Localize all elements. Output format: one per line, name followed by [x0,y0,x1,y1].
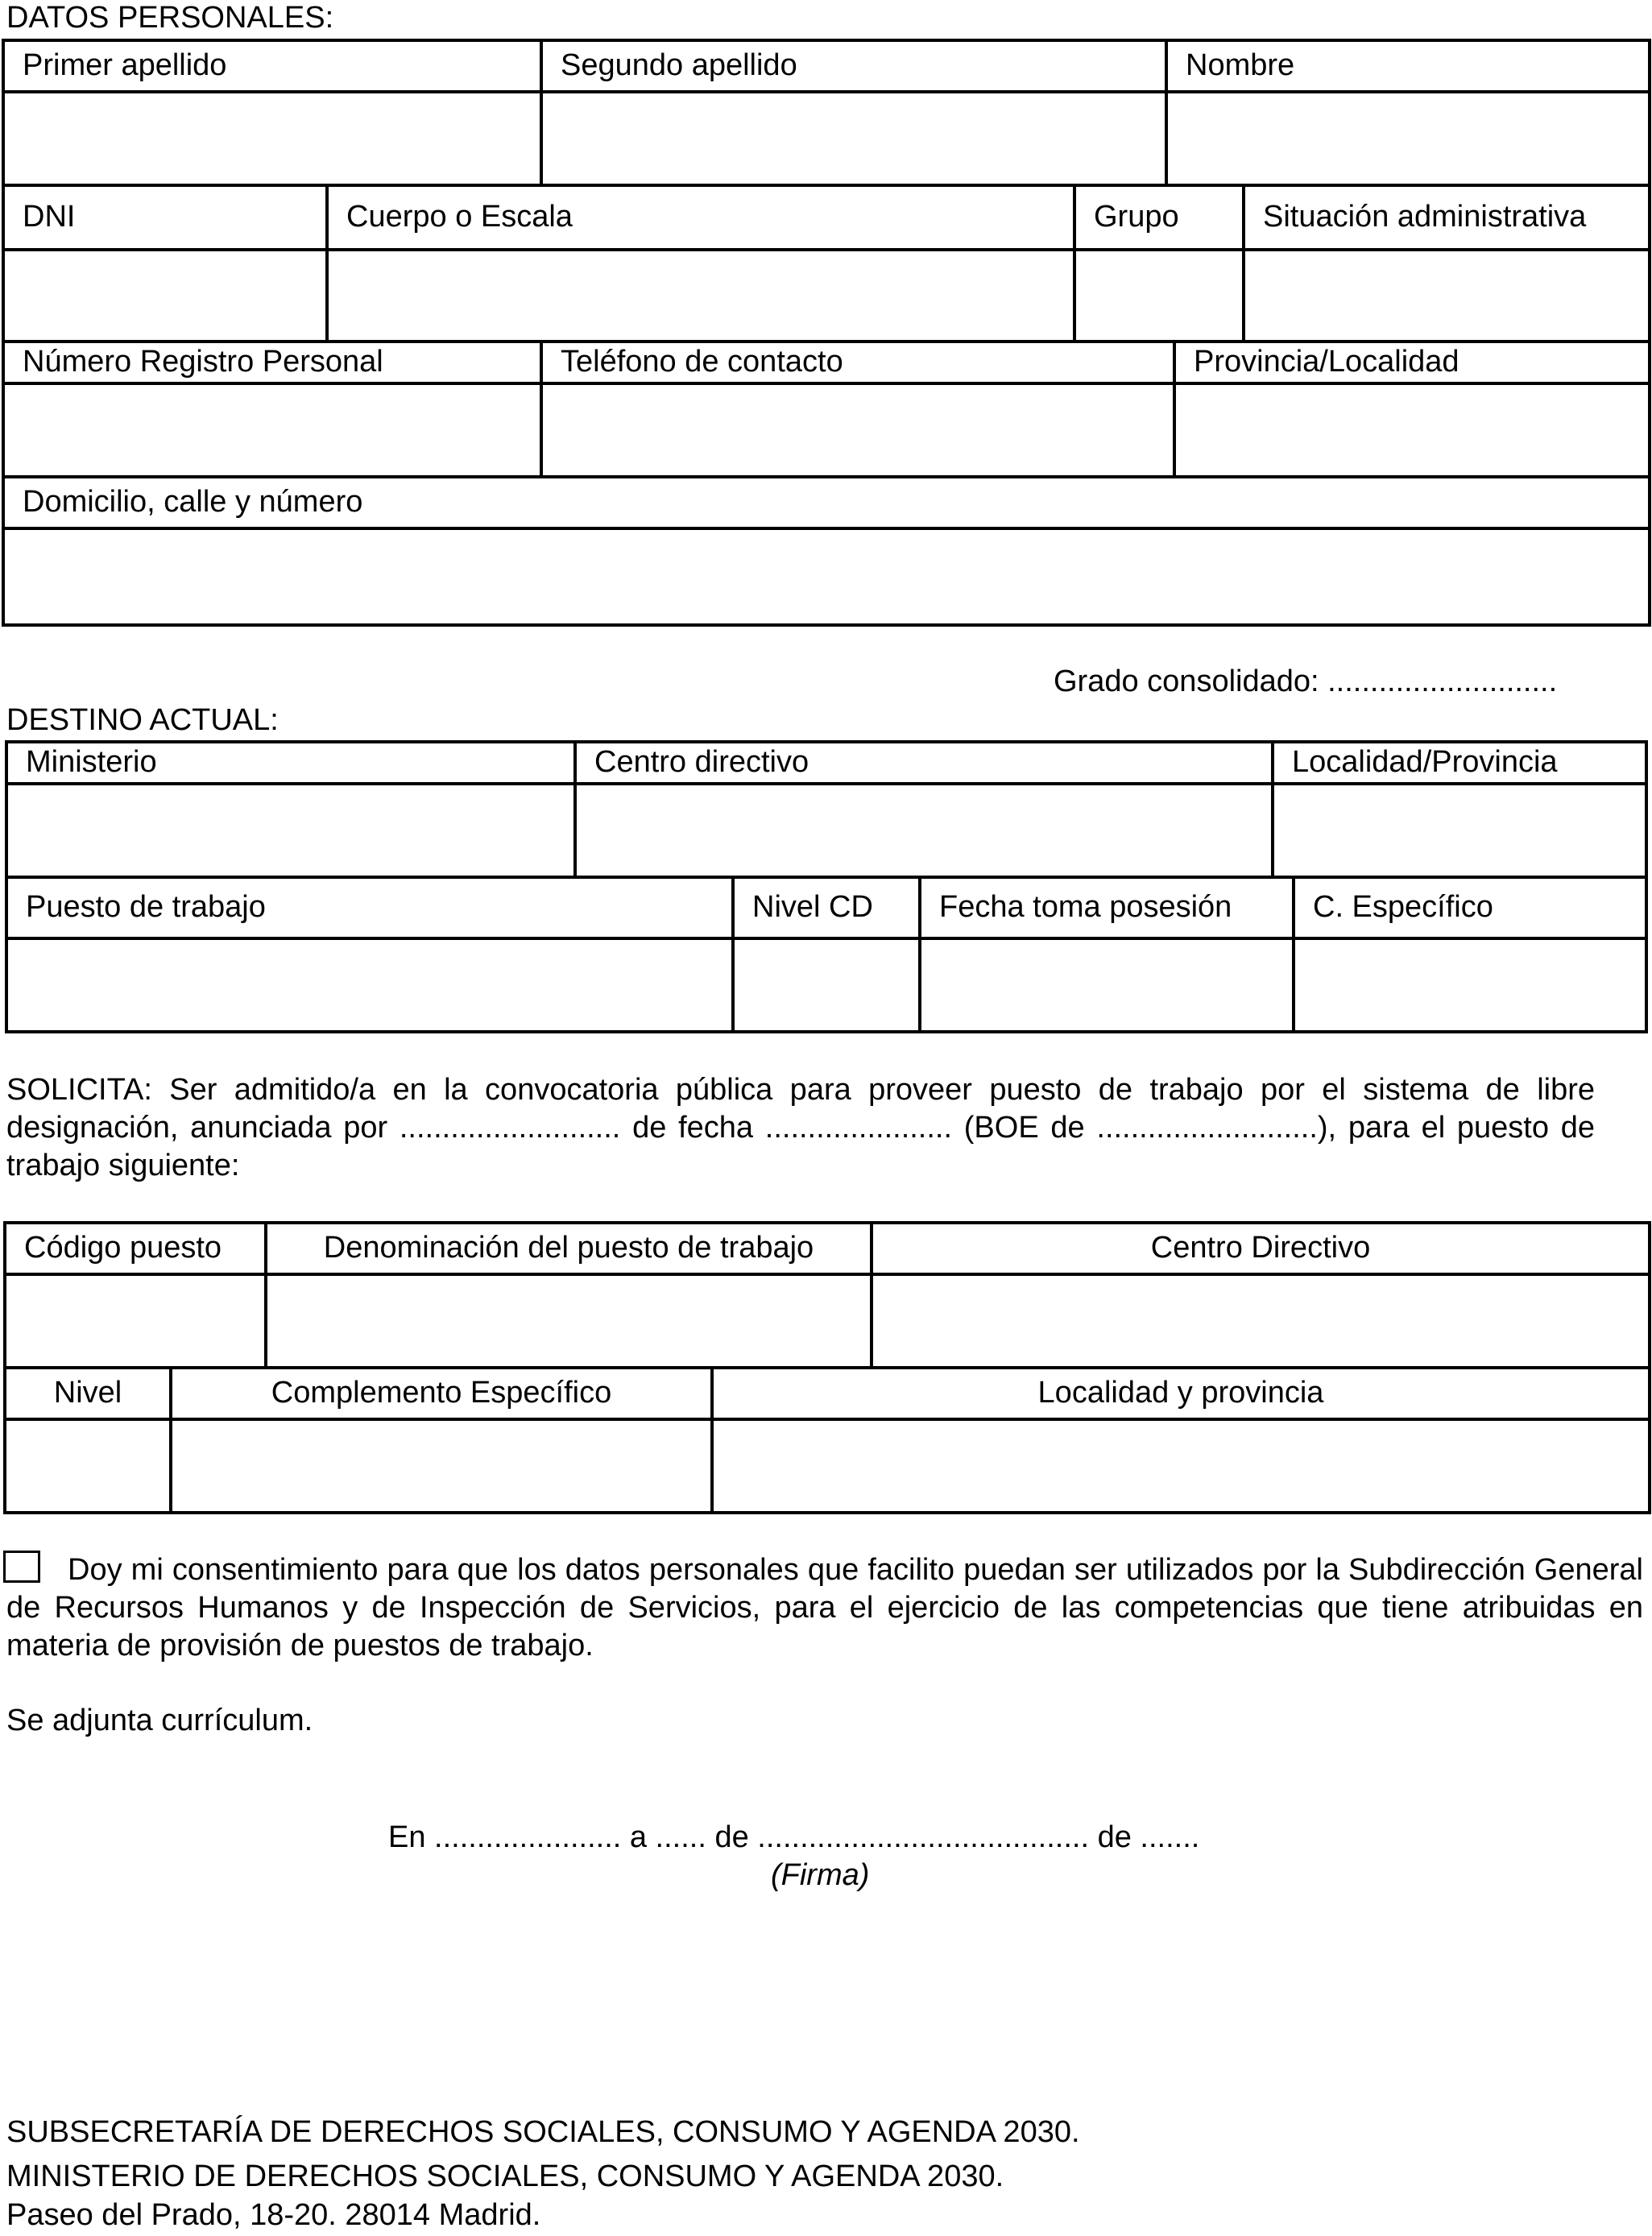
field-denominacion-puesto[interactable] [266,1274,872,1368]
personal-data-table-d [2,475,1651,627]
field-numero-registro-personal[interactable] [3,383,541,477]
destino-actual-heading: DESTINO ACTUAL: [6,703,279,737]
field-localidad-provincia[interactable] [1273,784,1646,877]
label-nivel: Nivel [5,1368,171,1419]
destino-table-a [5,740,1648,879]
destino-table-b [5,876,1648,1033]
firma-label: (Firma) [771,1858,870,1892]
consent-paragraph: Doy mi consentimiento para que los datos personales que facilito puedan ser utilizados por la Subdirección General de Recursos Humanos y de Inspección de Servicios, para el ejercicio de las competencias que tiene atribuidas en materia de provisión de puestos de trabajo. [6,1553,1643,1663]
label-nombre: Nombre [1166,40,1650,92]
field-complemento-especifico[interactable] [171,1419,712,1513]
label-numero-registro-personal: Número Registro Personal [3,342,541,383]
label-codigo-puesto: Código puesto [5,1223,266,1274]
field-nombre[interactable] [1166,92,1650,185]
field-cuerpo-escala[interactable] [327,250,1074,342]
label-dni: DNI [3,185,327,250]
footer-line-1: SUBSECRETARÍA DE DERECHOS SOCIALES, CONSUMO Y AGENDA 2030. [6,2115,1080,2149]
label-puesto-trabajo: Puesto de trabajo [6,877,733,938]
field-nivel[interactable] [5,1419,171,1513]
label-denominacion-puesto: Denominación del puesto de trabajo [266,1223,872,1274]
grado-consolidado: Grado consolidado: ........................... [1054,665,1558,698]
personal-data-table-c [2,340,1651,478]
personal-data-table-b [2,184,1651,343]
label-nivel-cd: Nivel CD [733,877,920,938]
puesto-table-a [3,1221,1651,1369]
field-localidad-y-provincia[interactable] [712,1419,1650,1513]
label-primer-apellido: Primer apellido [3,40,541,92]
label-centro-directivo-solicitado: Centro Directivo [872,1223,1650,1274]
field-primer-apellido[interactable] [3,92,541,185]
field-codigo-puesto[interactable] [5,1274,266,1368]
field-c-especifico[interactable] [1294,938,1646,1032]
label-situacion-administrativa: Situación administrativa [1244,185,1650,250]
field-fecha-toma-posesion[interactable] [920,938,1294,1032]
label-segundo-apellido: Segundo apellido [541,40,1166,92]
footer-line-2: MINISTERIO DE DERECHOS SOCIALES, CONSUMO Y AGENDA 2030. [6,2159,1004,2193]
field-ministerio[interactable] [6,784,575,877]
personal-data-heading: DATOS PERSONALES: [6,1,334,35]
solicita-paragraph: SOLICITA: Ser admitido/a en la convocatoria pública para proveer puesto de trabajo por el sistema de libre designación, anunciada por .......................... de fecha ...................... (BOE de ..........................), para el puesto de trabajo siguiente: [6,1073,1595,1182]
label-localidad-provincia: Localidad/Provincia [1273,742,1646,784]
label-cuerpo-escala: Cuerpo o Escala [327,185,1074,250]
label-localidad-y-provincia: Localidad y provincia [712,1368,1650,1419]
field-nivel-cd[interactable] [733,938,920,1032]
label-domicilio: Domicilio, calle y número [3,477,1650,528]
field-segundo-apellido[interactable] [541,92,1166,185]
label-fecha-toma-posesion: Fecha toma posesión [920,877,1294,938]
curriculum-note: Se adjunta currículum. [6,1704,313,1737]
field-situacion-administrativa[interactable] [1244,250,1650,342]
personal-data-table-a [2,39,1651,187]
field-puesto-trabajo[interactable] [6,938,733,1032]
footer-line-3: Paseo del Prado, 18-20. 28014 Madrid. [6,2198,541,2232]
puesto-table-b [3,1366,1651,1514]
field-centro-directivo[interactable] [575,784,1273,877]
label-grupo: Grupo [1074,185,1244,250]
field-provincia-localidad[interactable] [1174,383,1650,477]
field-dni[interactable] [3,250,327,342]
field-grupo[interactable] [1074,250,1244,342]
label-provincia-localidad: Provincia/Localidad [1174,342,1650,383]
signature-line: En ...................... a ...... de ....................................... de ....... [388,1820,1200,1854]
label-complemento-especifico: Complemento Específico [171,1368,712,1419]
label-telefono-contacto: Teléfono de contacto [541,342,1174,383]
label-ministerio: Ministerio [6,742,575,784]
field-centro-directivo-solicitado[interactable] [872,1274,1650,1368]
label-c-especifico: C. Específico [1294,877,1646,938]
label-centro-directivo: Centro directivo [575,742,1273,784]
field-telefono-contacto[interactable] [541,383,1174,477]
field-domicilio[interactable] [3,528,1650,625]
